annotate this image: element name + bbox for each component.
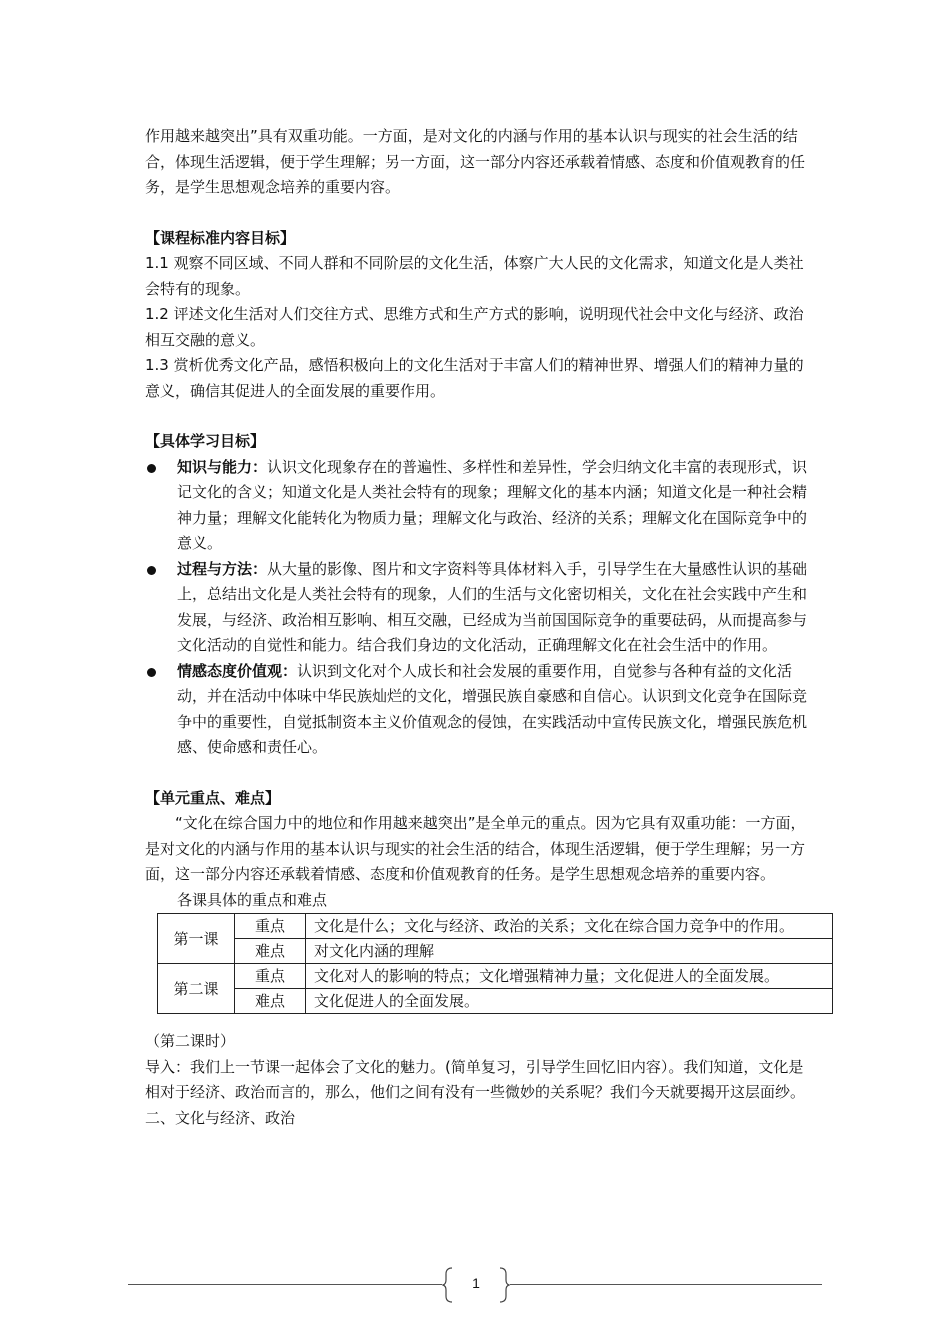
type-cell: 难点 [235,939,306,964]
key-points-heading: 【单元重点、难点】 [145,788,281,807]
lesson-cell: 第一课 [158,914,235,964]
section-title: 二、文化与经济、政治 [145,1108,296,1127]
bullet-icon [147,464,156,473]
standard-item: 1.2 评述文化生活对人们交往方式、思维方式和生产方式的影响，说明现代社会中文化与经济、政治相互交融的意义。 [145,305,804,349]
table-row [158,939,833,964]
page-number: 1 [472,1275,480,1291]
type-cell: 重点 [235,914,306,939]
lesson-period-title: （第二课时） [145,1032,236,1050]
goal-text: 从大量的影像、图片和文字资料等具体材料入手，引导学生在大量感性认识的基础上，总结出文化是人类社会特有的现象，人们的生活与文化密切相关，文化在社会实践中产生和发展，与经济、政治相互影响、相互交融，已经成为当前国国际竞争的重要砝码，从而提高参与文化活动的自觉性和能力。结合我们身边的文化活动，正确理解文化在社会生活中的作用。 [177,559,808,654]
type-cell: 重点 [235,964,306,989]
goal-text: 认识文化现象存在的普遍性、多样性和差异性，学会归纳文化丰富的表现形式，识记文化的含义；知道文化是人类社会特有的现象；理解文化的基本内涵；知道文化是一种社会精神力量；理解文化能转化为物质力量；理解文化与政治、经济的关系；理解文化在国际竞争中的意义。 [177,457,808,552]
lesson-intro: 导入：我们上一节课一起体会了文化的魅力。(简单复习，引导学生回忆旧内容）。我们知道，文化是相对于经济、政治而言的，那么，他们之间有没有一些微妙的关系呢？我们今天就要揭开这层面纱。 [145,1057,806,1101]
footer-rule-left [128,1284,442,1285]
table-row [158,964,833,989]
standard-item: 1.3 赏析优秀文化产品，感悟积极向上的文化生活对于丰富人们的精神世界、增强人们的精神力量的意义，确信其促进人的全面发展的重要作用。 [145,356,804,400]
table-caption: 各课具体的重点和难点 [177,890,328,909]
table-row [158,989,833,1014]
goal-item [145,557,810,659]
content-cell: 文化是什么；文化与经济、政治的关系；文化在综合国力竞争中的作用。 [306,914,833,939]
standards-heading: 【课程标准内容目标】 [145,228,296,247]
page-footer [0,1265,950,1305]
goal-text: 认识到文化对个人成长和社会发展的重要作用，自觉参与各种有益的文化活动，并在活动中体味中华民族灿烂的文化，增强民族自豪感和自信心。认识到文化竞争在国际竞争中的重要性，自觉抵制资本主义价值观念的侵蚀，在实践活动中宣传民族文化，增强民族危机感、使命感和责任心。 [177,661,808,756]
footer-rule-right [510,1284,822,1285]
goal-item [145,455,810,557]
type-cell: 难点 [235,989,306,1014]
lesson-cell: 第二课 [158,964,235,1014]
page-number-box [442,1267,510,1301]
goal-label: 情感态度价值观： [177,661,298,680]
goal-item [145,659,810,761]
content-cell: 文化对人的影响的特点；文化增强精神力量；文化促进人的全面发展。 [306,964,833,989]
content-cell: 文化促进人的全面发展。 [306,989,833,1014]
key-points-table [157,913,833,1014]
standard-item: 1.1 观察不同区域、不同人群和不同阶层的文化生活，体察广大人民的文化需求，知道文化是人类社会特有的现象。 [145,254,804,298]
content-cell: 对文化内涵的理解 [306,939,833,964]
bullet-icon [147,566,156,575]
intro-paragraph: 作用越来越突出”具有双重功能。一方面，是对文化的内涵与作用的基本认识与现实的社会生活的结合，体现生活逻辑，便于学生理解；另一方面，这一部分内容还承载着情感、态度和价值观教育的任务，是学生思想观念培养的重要内容。 [145,127,806,196]
bullet-icon [147,668,156,677]
key-points-paragraph: “文化在综合国力中的地位和作用越来越突出”是全单元的重点。因为它具有双重功能：一方面，是对文化的内涵与作用的基本认识与现实的社会生活的结合，体现生活逻辑，便于学生理解；另一方面，这一部分内容还承载着情感、态度和价值观教育的任务。是学生思想观念培养的重要内容。 [145,814,806,883]
goal-label: 过程与方法： [177,559,268,578]
goal-label: 知识与能力： [177,457,268,476]
table-row [158,914,833,939]
goals-heading: 【具体学习目标】 [145,432,266,450]
document-body [145,124,810,1131]
